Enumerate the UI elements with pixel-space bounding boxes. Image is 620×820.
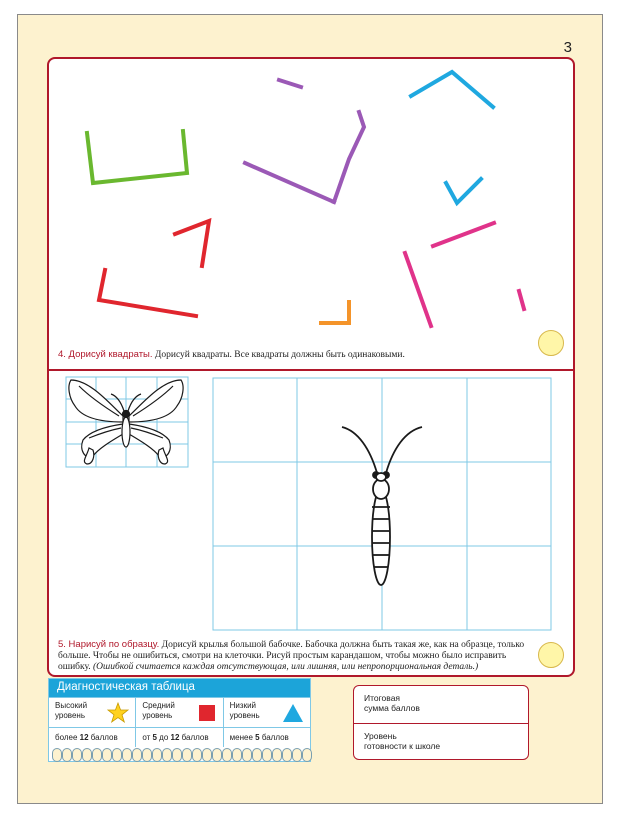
task5-heading: 5. Нарисуй по образцу. <box>58 639 160 650</box>
binder-ring <box>92 748 102 762</box>
green-square-fragment <box>87 131 187 183</box>
binder-ring <box>212 748 222 762</box>
diagnostic-title: Диагностическая таблица <box>49 679 310 697</box>
binder-ring <box>292 748 302 762</box>
summary-box <box>353 685 529 760</box>
binder-ring <box>192 748 202 762</box>
task5-score-circle[interactable] <box>538 642 564 668</box>
task5-body: Дорисуй крылья большой бабочке. Бабочка должна быть такая же, как на образце, только больше. Чтобы не ошибиться, смотри на клеточки. Рисуй простым карандашом, чтобы можно было исправить ошибку. <box>58 640 525 672</box>
level-medium: Средний уровень <box>136 698 223 727</box>
task4-body: Дорисуй квадраты. Все квадраты должны быть одинаковыми. <box>152 350 405 360</box>
binder-ring <box>182 748 192 762</box>
binder-ring <box>142 748 152 762</box>
score-high: более 12 баллов <box>49 728 136 747</box>
binder-ring <box>152 748 162 762</box>
drawing-grid[interactable] <box>212 377 552 631</box>
task4-heading: 4. Дорисуй квадраты. <box>58 349 153 360</box>
purple-square-fragment-right <box>334 112 364 202</box>
binder-ring <box>232 748 242 762</box>
binder-ring <box>72 748 82 762</box>
square-fragments <box>49 59 575 359</box>
binder-ring <box>82 748 92 762</box>
triangle-icon <box>282 703 304 723</box>
binder-ring <box>252 748 262 762</box>
red-square-fragment-bottom <box>99 270 196 316</box>
binder-ring <box>262 748 272 762</box>
binder-ring <box>272 748 282 762</box>
binder-ring <box>172 748 182 762</box>
level-low: Низкий уровень <box>224 698 310 727</box>
page-number: 3 <box>563 39 572 56</box>
readiness-row[interactable]: Уровень готовности к школе <box>354 723 528 760</box>
task4-instruction <box>58 349 498 361</box>
magenta-square-fragment-left <box>405 253 431 326</box>
binder-ring <box>52 748 62 762</box>
binder-ring <box>282 748 292 762</box>
binder-ring <box>242 748 252 762</box>
binder-rings <box>48 748 311 762</box>
purple-square-fragment-top <box>279 80 301 87</box>
square-icon <box>198 704 216 722</box>
sample-butterfly <box>65 376 189 468</box>
red-square-fragment-top <box>175 221 209 266</box>
magenta-square-fragment-top <box>433 223 494 246</box>
task5-instruction <box>58 639 528 673</box>
binder-ring <box>132 748 142 762</box>
scores-row <box>49 727 310 747</box>
purple-square-fragment-left <box>245 163 334 202</box>
binder-ring <box>122 748 132 762</box>
binder-ring <box>112 748 122 762</box>
orange-square-fragment <box>321 302 349 323</box>
score-medium: от 5 до 12 баллов <box>136 728 223 747</box>
levels-row <box>49 697 310 727</box>
score-low: менее 5 баллов <box>229 733 289 742</box>
level-high: Высокий уровень <box>49 698 136 727</box>
magenta-square-fragment-right <box>519 291 524 309</box>
task5-note: (Ошибкой считается каждая отсутствующая, или лишняя, или непропорциональная деталь.) <box>93 662 479 672</box>
binder-ring <box>202 748 212 762</box>
blue-square-fragment-bottom <box>446 179 481 203</box>
binder-ring <box>162 748 172 762</box>
binder-ring <box>62 748 72 762</box>
task4-score-circle[interactable] <box>538 330 564 356</box>
binder-ring <box>222 748 232 762</box>
tasks-panel <box>47 57 575 677</box>
task-divider <box>49 369 573 371</box>
total-score-row[interactable]: Итоговая сумма баллов <box>364 693 420 713</box>
star-icon <box>107 702 129 724</box>
binder-ring <box>302 748 312 762</box>
blue-square-fragment-top <box>411 72 493 107</box>
binder-ring <box>102 748 112 762</box>
